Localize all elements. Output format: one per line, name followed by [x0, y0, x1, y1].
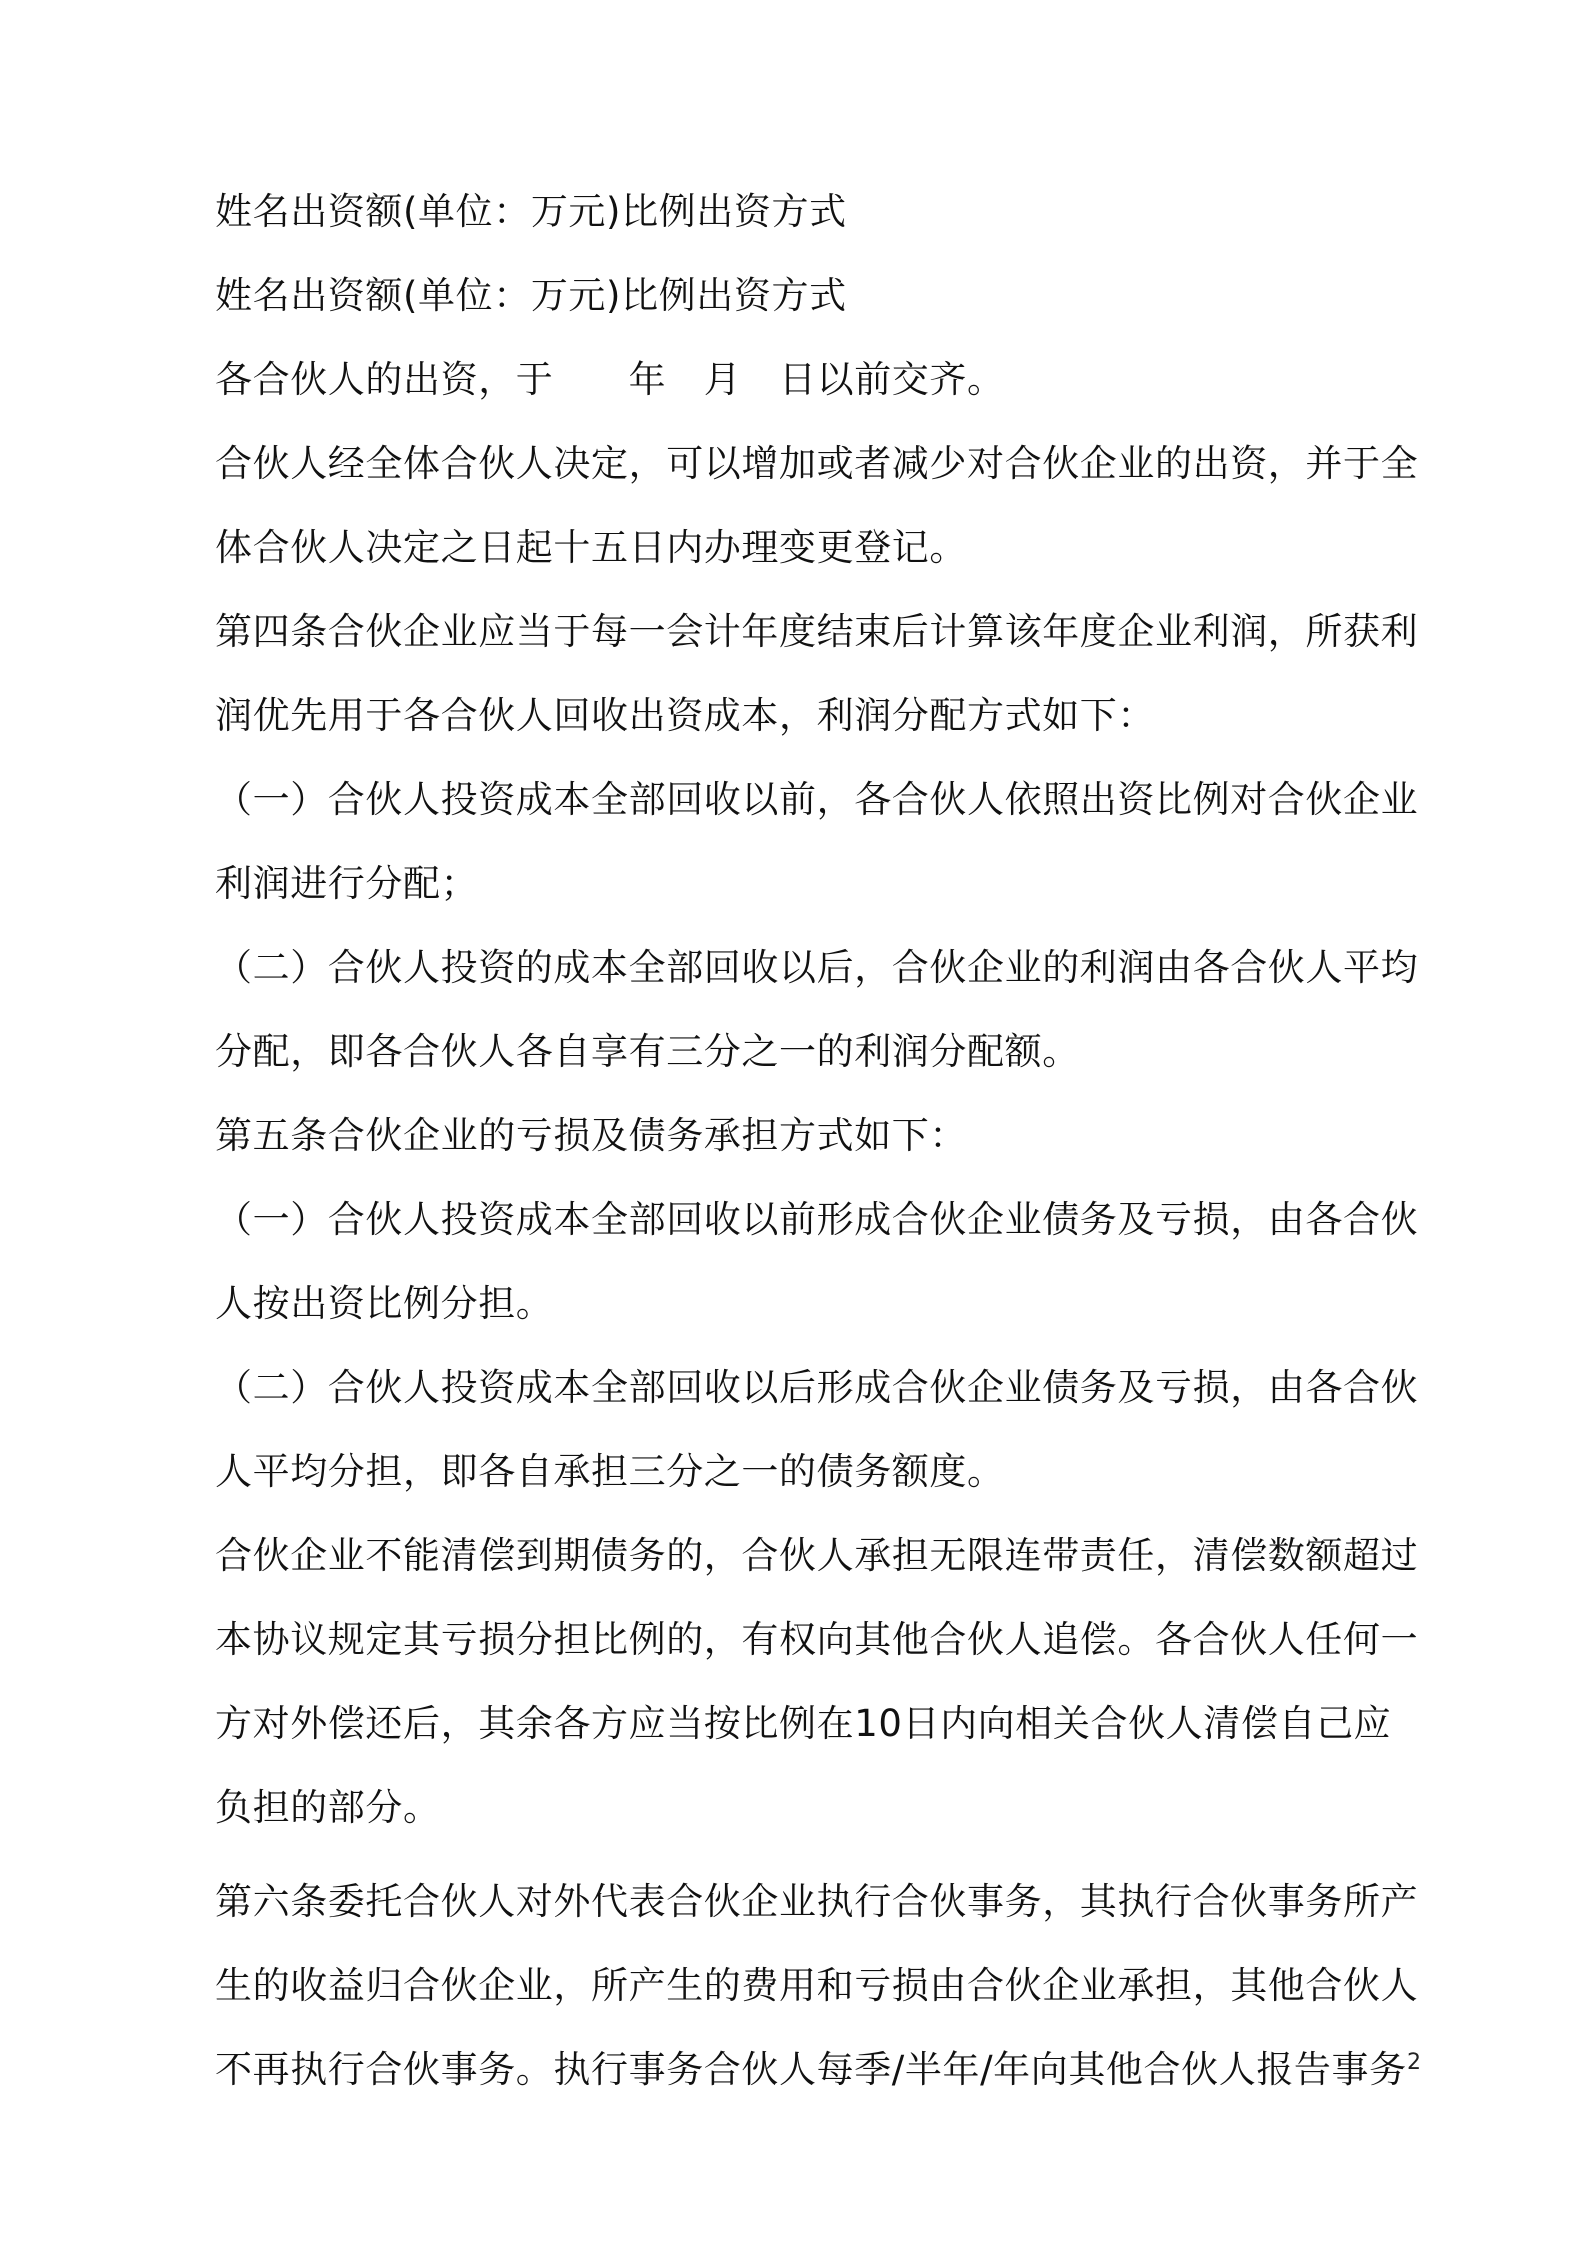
paragraph-article-5-item-1: （一）合伙人投资成本全部回收以前形成合伙企业债务及亏损，由各合伙人按出资比例分担。	[215, 1198, 1419, 1325]
paragraph-joint-liability: 合伙企业不能清偿到期债务的，合伙人承担无限连带责任，清偿数额超过本协议规定其亏损分担比例的，有权向其他合伙人追偿。各合伙人任何一方对外偿还后，其余各方应当按比例在10日内向相关合伙人清偿自己应负担的部分。	[215, 1534, 1419, 1829]
document-body	[215, 170, 1420, 2112]
paragraph-article-6: 第六条委托合伙人对外代表合伙企业执行合伙事务，其执行合伙事务所产生的收益归合伙企业，所产生的费用和亏损由合伙企业承担，其他合伙人不再执行合伙事务。执行事务合伙人每季/半年/年向其他合伙人报告事务	[215, 1880, 1419, 2091]
paragraph-contribution-header-2: 姓名出资额(单位：万元)比例出资方式	[215, 274, 847, 317]
paragraph-article-4-item-2: （二）合伙人投资的成本全部回收以后，合伙企业的利润由各合伙人平均分配，即各合伙人各自享有三分之一的利润分配额。	[215, 946, 1419, 1073]
paragraph-article-4: 第四条合伙企业应当于每一会计年度结束后计算该年度企业利润，所获利润优先用于各合伙人回收出资成本，利润分配方式如下：	[215, 610, 1419, 737]
paragraph-contribution-change: 合伙人经全体合伙人决定，可以增加或者减少对合伙企业的出资，并于全体合伙人决定之日起十五日内办理变更登记。	[215, 442, 1419, 569]
paragraph-contribution-deadline: 各合伙人的出资，于 年 月 日以前交齐。	[215, 358, 1005, 401]
page-number: 2	[1407, 2050, 1421, 2075]
paragraph-article-5-item-2: （二）合伙人投资成本全部回收以后形成合伙企业债务及亏损，由各合伙人平均分担，即各自承担三分之一的债务额度。	[215, 1366, 1419, 1493]
paragraph-contribution-header-1: 姓名出资额(单位：万元)比例出资方式	[215, 190, 847, 233]
paragraph-article-5: 第五条合伙企业的亏损及债务承担方式如下：	[215, 1114, 967, 1157]
paragraph-article-4-item-1: （一）合伙人投资成本全部回收以前，各合伙人依照出资比例对合伙企业利润进行分配；	[215, 778, 1419, 905]
